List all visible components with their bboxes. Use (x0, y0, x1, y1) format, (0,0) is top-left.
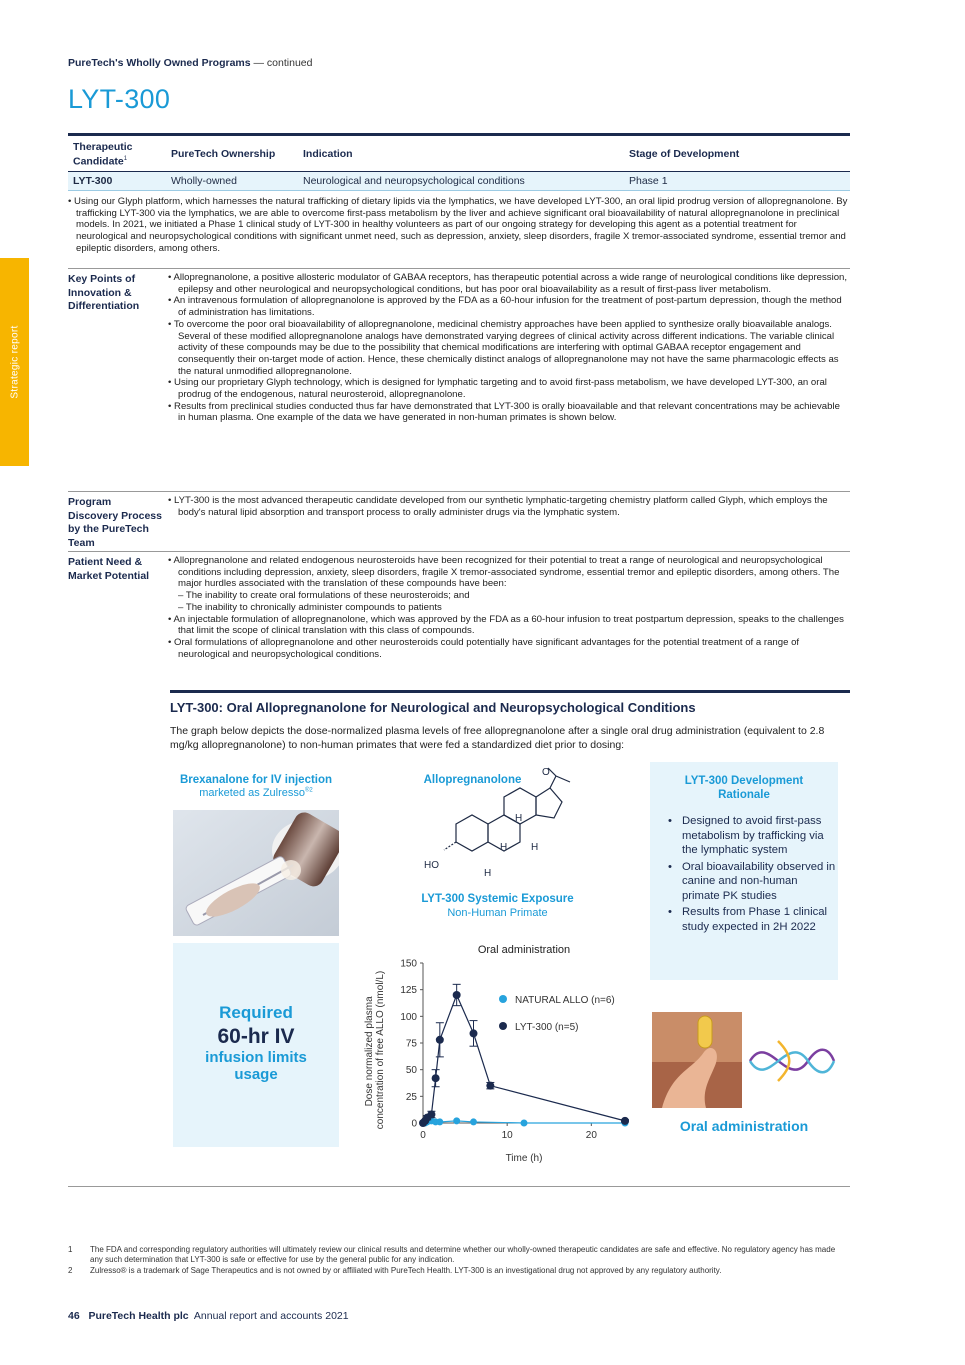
table-top-rule (68, 133, 850, 136)
rationale-item: • Results from Phase 1 clinical study expected in 2H 2022 (682, 905, 838, 934)
bullet: • An injectable formulation of allopregnanolone, which was approved by the FDA as a 60-hour infusion to treat postpartum depression, speaks to the challenges that limit the scope of clinical translation with this class of compounds. (168, 613, 844, 637)
table-header: Stage of Development (629, 148, 740, 160)
bullet: • Results from preclinical studies conducted thus far have demonstrated that LYT-300 is orally bioavailable and that relevant concentrations may be achievable in human plasma. One example of the data we have generated in non-human primates is shown below. (168, 400, 840, 424)
section-body (168, 555, 850, 660)
y-tick-label: 150 (400, 958, 417, 970)
capsule-hand-photo (652, 1012, 742, 1108)
data-point (432, 1074, 440, 1082)
y-axis-label: Dose normalized plasma concentration of free ALLO (nmol/L) (364, 970, 386, 1130)
table-header: Therapeutic Candidate$^1$ (73, 140, 133, 168)
atom-h: H (484, 868, 492, 876)
table-cell: LYT-300 (68, 172, 166, 191)
y-tick-label: 0 (411, 1118, 417, 1130)
y-tick-label: 75 (405, 1038, 417, 1050)
legend-label: NATURAL ALLO (n=6) (515, 995, 615, 1006)
data-point (436, 1036, 444, 1044)
data-point (470, 1029, 478, 1037)
x-tick-label: 20 (585, 1130, 597, 1141)
data-point (427, 1110, 435, 1118)
table-cell: Neurological and neuropsychological conditions (298, 172, 624, 191)
section-patient-need (68, 551, 850, 687)
table-cell: Phase 1 (624, 172, 850, 191)
section-body (168, 272, 850, 424)
graph-section-title: LYT-300: Oral Allopregnanolone for Neurological and Neuropsychological Conditions (170, 700, 696, 715)
infusion-limits-label: infusion limits (205, 1049, 307, 1066)
running-header (68, 57, 312, 69)
graph-section-description: The graph below depicts the dose-normalized plasma levels of free allopregnanolone after a single oral drug administration (equivalent to 2.8 mg/kg allopregnanolone) to non-human primates that were fed a standardized diet prior to dosing: (170, 725, 825, 751)
chart-title: Oral administration (477, 944, 571, 956)
y-tick-label: 100 (400, 1011, 417, 1023)
data-point (486, 1082, 494, 1090)
page-footer (68, 1310, 349, 1322)
lipid-helix-icon (748, 1036, 836, 1086)
atom-h: H (500, 842, 508, 853)
y-tick-label: 25 (405, 1091, 417, 1103)
section-key-points (68, 268, 850, 491)
x-tick-label: 10 (501, 1130, 513, 1141)
table-row (68, 172, 850, 191)
molecule-title: Allopregnanolone (423, 774, 522, 786)
company-name: PureTech Health plc (88, 1310, 189, 1322)
program-group: PureTech's Wholly Owned Programs (68, 57, 251, 69)
development-rationale-box (650, 762, 838, 980)
atom-ho: HO (424, 860, 439, 871)
rationale-item: • Oral bioavailability observed in canine and non-human primate PK studies (682, 860, 838, 904)
legend-marker (499, 995, 507, 1003)
section-label: Key Points of Innovation & Differentiation (68, 273, 140, 312)
intro-paragraph: • Using our Glyph platform, which harnesses the natural trafficking of dietary lipids via the lymphatics, we have developed LYT-300, an oral lipid prodrug version of allopregnanolone. By trafficking LYT-300 via the lymphatics, we are able to overcome first-pass metabolism by the liver and achieve significant oral bioavailability of natural allopregnanolone in preclinical models. In 2021, we initiated a Phase 1 clinical study of LYT-300 in healthy volunteers as part of our ongoing strategy for developing this agent as a potential treatment for neurological and neuropsychological conditions with significant unmet need, such as depression, anxiety, sleep disorders, fragile X tremor-associated syndrome, essential tremor and epileptic disorders, among others. (68, 196, 848, 254)
iv-injection-photo (173, 810, 339, 936)
side-tab-label: Strategic report (9, 325, 20, 399)
graph-top-rule (170, 690, 850, 693)
candidate-table (68, 137, 850, 191)
brexanalone-heading: Brexanalone for IV injection (179, 774, 333, 786)
data-point (436, 1118, 443, 1125)
rationale-list (650, 814, 838, 934)
data-point (453, 991, 461, 999)
table-header-row (68, 137, 850, 172)
data-point (453, 1117, 460, 1124)
table-header: Indication (303, 148, 353, 160)
y-tick-label: 50 (405, 1065, 417, 1077)
chart-heading: LYT-300 Systemic Exposure (421, 893, 574, 905)
x-tick-label: 0 (420, 1130, 426, 1141)
side-tab (0, 258, 29, 466)
section-label: Patient Need & Market Potential (68, 556, 150, 582)
section-program-discovery (68, 491, 850, 550)
footnote: 2 Zulresso® is a trademark of Sage Therapeutics and is not owned by or affiliated with PureTech Health. LYT-300 is an investigational drug not approved by any regulatory authority. (68, 1265, 722, 1275)
bullet: • Using our proprietary Glyph technology, which is designed for lymphatic targeting and to avoid first-pass metabolism, we have developed LYT-300, an oral prodrug of the endogenous, natural neurosteroid, allopregnanolone. (168, 377, 827, 401)
data-point (521, 1120, 528, 1127)
bullet: • Oral formulations of allopregnanolone and other neurosteroids could potentially have significant advantages for the potential treatment of a range of neurological and neuropsychological conditions. (168, 636, 800, 660)
bullet: • Allopregnanolone, a positive allosteric modulator of GABAA receptors, has therapeutic potential across a wide range of neurological conditions like depression, epilepsy and other neurological and neuropsychological conditions, but has poor oral bioavailability as a result of first-pass liver metabolism. (168, 272, 848, 295)
bullet: • LYT-300 is the most advanced therapeutic candidate developed from our synthetic lymphatic-targeting chemistry platform called Glyph, which employs the body's natural lipid absorption and transport process to orally administer drugs via the lymphatic system. (168, 495, 828, 518)
series-line (423, 995, 625, 1123)
atom-h: H (531, 842, 539, 853)
oral-administration-label: Oral administration (679, 1118, 809, 1134)
exposure-chart (360, 935, 645, 1170)
footnotes (68, 1245, 838, 1276)
page-title: LYT-300 (68, 84, 171, 114)
x-axis-label: Time (h) (505, 1153, 543, 1164)
sub-bullet: – The inability to chronically administer compounds to patients (178, 601, 442, 613)
section-label: Program Discovery Process by the PureTech Team (68, 496, 162, 549)
atom-o: O (542, 767, 550, 778)
allopregnanolone-structure (420, 764, 585, 876)
page-number: 46 (68, 1310, 80, 1322)
y-tick-label: 125 (400, 985, 417, 997)
legend-label: LYT-300 (n=5) (515, 1022, 579, 1033)
data-point (470, 1118, 477, 1125)
required-label: Required (219, 1003, 293, 1022)
brexanalone-subheading: marketed as Zulresso$^{®2}$ (199, 787, 313, 799)
bullet: • To overcome the poor oral bioavailability of allopregnanolone, medicinal chemistry approaches have been applied to synthesize orally bioavailable analogs. Several of these modified allopregnanolone analogs have demonstrated varying degrees of clinical activity across different indications. The variable clinical activity of these compounds may be due to the possibility that chemical modifications are interfering with optimal GABAA receptor engagement and consequently their on-target mode of action. Hence, these chemically distinct analogs of allopregnanolone may not have the same pharmacologic effects as the natural unmodified allopregnanolone. (168, 318, 839, 377)
report-name: Annual report and accounts 2021 (193, 1310, 349, 1322)
chart-subheading: Non-Human Primate (447, 907, 548, 919)
section-body (168, 495, 850, 518)
continued-label: — continued (253, 57, 313, 69)
required-iv-box (173, 943, 339, 1147)
rationale-item: • Designed to avoid first-pass metabolism by trafficking via the lymphatic system (682, 814, 838, 858)
bullet: • An intravenous formulation of allopregnanolone is approved by the FDA as a 60-hour infusion for the treatment of post-partum depression, though the method of administration has limitations. (168, 295, 842, 319)
data-point (621, 1117, 629, 1125)
bullet: • Allopregnanolone and related endogenous neurosteroids have been recognized for their potential to treat a range of neurological and neuropsychological conditions including depression, anxiety, sleep disorders, fragile X tremor-associated syndrome, essential tremor and epileptic disorders, among others. The major hurdles associated with the translation of these compounds have been: (168, 555, 840, 590)
atom-h: H (515, 813, 523, 824)
sub-bullet: – The inability to create oral formulations of these neurosteroids; and (178, 590, 470, 602)
usage-label: usage (234, 1066, 278, 1083)
table-cell: Wholly-owned (166, 172, 298, 191)
legend-marker (499, 1022, 507, 1030)
iv-duration-label: 60-hr IV (217, 1025, 295, 1048)
table-header: PureTech Ownership (171, 148, 276, 160)
footnote: 1 The FDA and corresponding regulatory authorities will ultimately review our clinical results and determine whether our wholly-owned therapeutic candidates are safe and effective. No regulatory agency has made any such determination that LYT-300 is safe or effective for use by the general public for any indication. (68, 1245, 836, 1264)
rationale-heading: LYT-300 Development Rationale (684, 775, 804, 801)
section-divider (68, 1186, 850, 1187)
